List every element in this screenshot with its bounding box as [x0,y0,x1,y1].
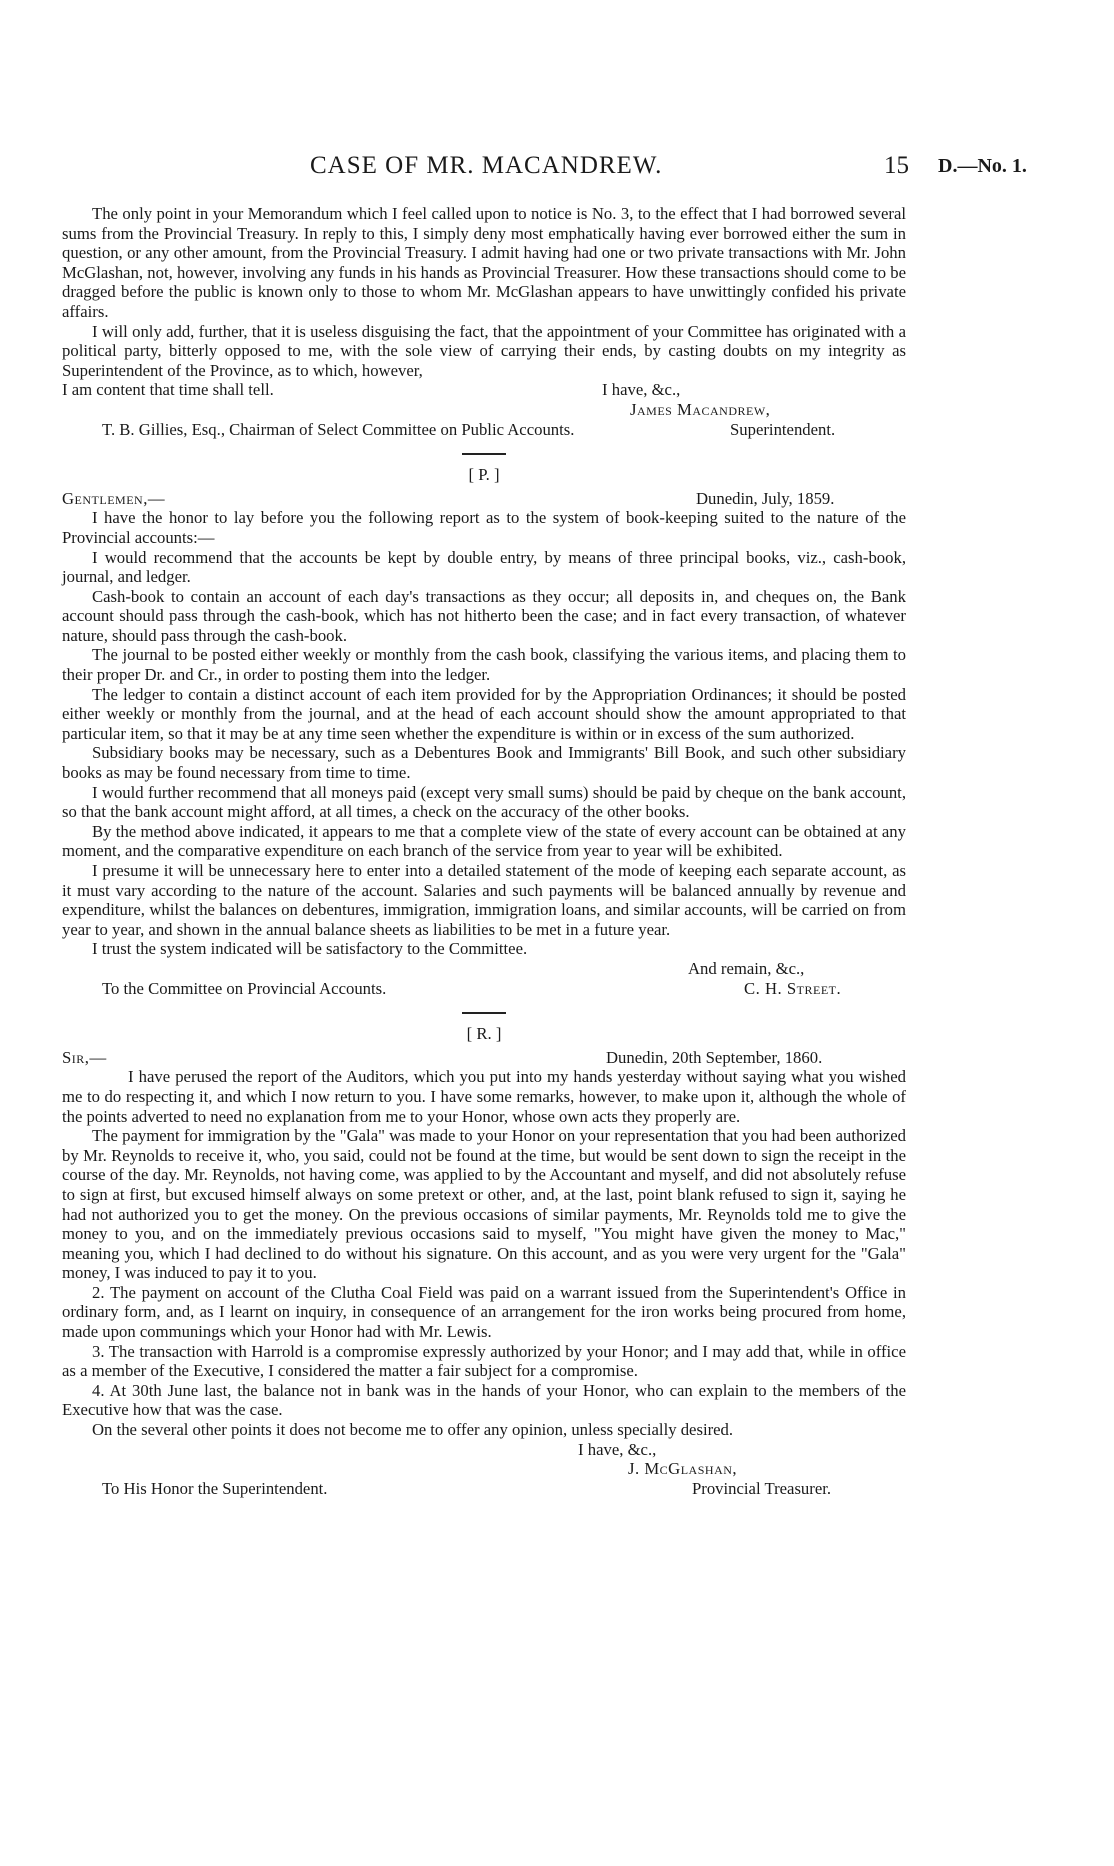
paragraph: I would recommend that the accounts be kept by double entry, by means of three principal books, viz., cash-book, journal, and ledger. [62,547,906,587]
section-label: [ R. ] [466,1024,502,1044]
salutation: Gentlemen,— [62,488,166,508]
page-number: 15 [884,152,909,179]
salutation: Sir,— [62,1047,107,1067]
signature: J. McGlashan, [628,1459,738,1479]
paragraph: I would further recommend that all moneys paid (except very small sums) should be paid by cheque on the bank account, so that the bank account might afford, at all times, a check on the accuracy of the other books. [62,782,906,822]
paragraph: The only point in your Memorandum which I feel called upon to notice is No. 3, to the effect that I had borrowed several sums from the Provincial Treasury. In reply to this, I simply deny most emphatically having ever borrowed either the sum in question, or any other amount, from the Provincial Treasury. I admit having had one or two private transactions with Mr. John McGlashan, not, however, involving any funds in his hands as Provincial Treasurer. How these transactions should come to be dragged before the public is known only to those to whom Mr. McGlashan appears to have unwittingly confided his private affairs. [62,204,906,321]
addressee-row [62,979,906,999]
closing: I have, &c., [578,1439,657,1459]
paragraph-last-line: I am content that time shall tell. [62,380,274,400]
paragraph: Cash-book to contain an account of each day's transactions as they occur; all deposits in, and cheques on, the Bank account should pass through the cash-book, which has not hitherto been the case; and in fact every transaction, of whatever nature, should pass through the cash-book. [62,586,906,645]
section-divider [462,1012,506,1014]
place-date: Dunedin, July, 1859. [696,488,835,508]
page-body [62,204,906,1498]
paragraph: 4. At 30th June last, the balance not in bank was in the hands of your Honor, who can explain to the members of the Executive how that was the case. [62,1380,906,1420]
closing-row [62,380,906,400]
addressee: To His Honor the Superintendent. [102,1478,328,1498]
letter-r [62,1024,906,1498]
paragraph: I have the honor to lay before you the following report as to the system of book-keeping suited to the nature of the Provincial accounts:— [62,508,906,547]
paragraph: I will only add, further, that it is useless disguising the fact, that the appointment of your Committee has originated with a political party, bitterly opposed to me, with the sole view of carrying their ends, by casting doubts on my integrity as Superintendent of the Province, as to which, however, [62,321,906,380]
paragraph: I have perused the report of the Auditors, which you put into my hands yesterday without saying what you wished me to do respecting it, and which I now return to you. I have some remarks, however, to make upon it, although the whole of the points adverted to need no explanation from me to your Honor, whose own acts they properly are. [62,1067,906,1126]
salutation-row [62,1048,906,1068]
running-title: CASE OF MR. MACANDREW. [310,152,663,179]
paragraph: Subsidiary books may be necessary, such as a Debentures Book and Immigrants' Bill Book, and such other subsidiary books as may be found necessary from time to time. [62,743,906,783]
document-reference: D.—No. 1. [938,155,1027,177]
signature-row [62,1459,906,1479]
letter-p [62,465,906,998]
signatory-title: Superintendent. [730,419,836,439]
closing-row [62,1440,906,1460]
paragraph: I trust the system indicated will be satisfactory to the Committee. [92,939,528,959]
page-header [0,152,1114,192]
section-divider [462,453,506,455]
signature-row [62,400,906,420]
addressee: T. B. Gillies, Esq., Chairman of Select Committee on Public Accounts. [102,419,575,439]
closing-row [62,959,906,979]
addressee-row [62,1479,906,1499]
signature: C. H. Street. [744,978,842,998]
addressee-row [62,420,906,440]
paragraph: The ledger to contain a distinct account of each item provided for by the Appropriation Ordinances; it should be posted either weekly or monthly from the journal, and at the head of each account should show the amount appropriated to that particular item, so that it may be at any time seen whether the expenditure is within or in excess of the sum authorized. [62,684,906,743]
place-date: Dunedin, 20th September, 1860. [606,1047,823,1067]
signature: James Macandrew, [630,399,771,419]
salutation-row [62,489,906,509]
closing: And remain, &c., [688,958,805,978]
paragraph: 3. The transaction with Harrold is a compromise expressly authorized by your Honor; and I may add that, while in office as a member of the Executive, I considered the matter a fair subject for a compromise. [62,1341,906,1381]
closing: I have, &c., [602,380,681,400]
paragraph: 2. The payment on account of the Clutha Coal Field was paid on a warrant issued from the Superintendent's Office in ordinary form, and, as I learnt on inquiry, in consequence of an arrangement for the iron works being procured from home, made upon communings which your Honor had with Mr. Lewis. [62,1282,906,1342]
signatory-title: Provincial Treasurer. [692,1478,832,1498]
paragraph: On the several other points it does not become me to offer any opinion, unless specially desired. [92,1420,734,1440]
paragraph: The payment for immigration by the "Gala" was made to your Honor on your representation that you had been authorized by Mr. Reynolds to receive it, who, you said, could not be found at the time, but would be sent down to sign the receipt in the course of the day. Mr. Reynolds, not having come, was applied to by the Accountant and myself, and did not absolutely refuse to sign at first, but excused himself always on some pretext or other, and, at the last, point blank refused to sign it, saying he had not authorized you to get the money. On the previous occasions of similar payments, Mr. Reynolds told me to give the money to you, and on the immediately previous occasions said to myself, "You might have given the money to Mac," meaning you, which I had declined to do without his signature. On this account, and as you were very urgent for the "Gala" money, I was induced to pay it to you. [62,1126,906,1283]
paragraph: By the method above indicated, it appears to me that a complete view of the state of every account can be obtained at any moment, and the comparative expenditure on each branch of the service from year to year will be exhibited. [62,821,906,861]
addressee: To the Committee on Provincial Accounts. [102,978,387,998]
paragraph: The journal to be posted either weekly or monthly from the cash book, classifying the various items, and placing them to their proper Dr. and Cr., in order to posting them into the ledger. [62,645,906,685]
section-label: [ P. ] [468,465,500,485]
paragraph: I presume it will be unnecessary here to enter into a detailed statement of the mode of keeping each separate account, as it must vary according to the nature of the account. Salaries and such payments will be balanced annually by revenue and expenditure, whilst the balances on debentures, immigration, immigration loans, and similar accounts, will be carried on from year to year, and shown in the annual balance sheets as liabilities to be met in a future year. [62,861,906,939]
letter-macandrew [62,204,906,439]
